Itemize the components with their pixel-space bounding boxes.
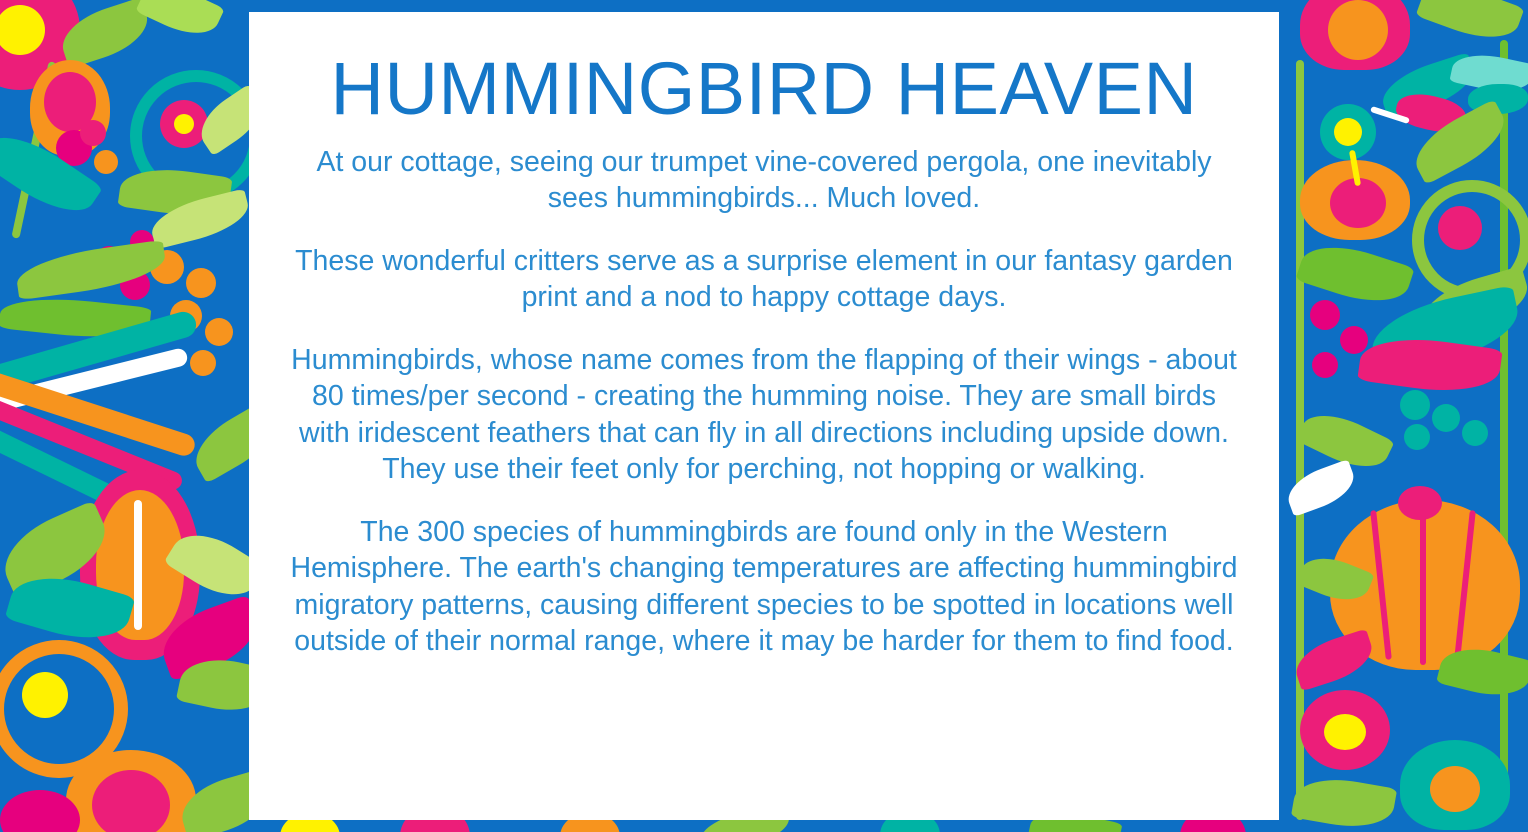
berry-cluster bbox=[190, 350, 216, 376]
flower-center bbox=[1324, 714, 1366, 750]
berry-cluster bbox=[1340, 326, 1368, 354]
flower-center bbox=[1398, 486, 1442, 520]
flower-vein bbox=[1420, 505, 1426, 665]
paragraph-3: Hummingbirds, whose name comes from the flapping of their wings - about 80 times/per second - creating the humming noise. They are small birds with iridescent feathers that can fly in all directions including upside down. They use their feet only for perching, not hopping or walking. bbox=[291, 343, 1237, 486]
stem-line bbox=[134, 500, 142, 630]
berry-cluster bbox=[186, 268, 216, 298]
berry-cluster bbox=[205, 318, 233, 346]
paragraph-4: The 300 species of hummingbirds are found only in the Western Hemisphere. The earth's changing temperatures are affecting hummingbird migratory patterns, causing different species to be spotted in locations well outside of their normal range, where it may be harder for them to find food. bbox=[290, 515, 1238, 658]
flower-blob bbox=[1334, 118, 1362, 146]
flower-center bbox=[1430, 766, 1480, 812]
mandala-dot bbox=[174, 114, 194, 134]
berry-cluster bbox=[1404, 424, 1430, 450]
berry-cluster bbox=[1310, 300, 1340, 330]
berry-cluster bbox=[1432, 404, 1460, 432]
berry-cluster bbox=[1312, 352, 1338, 378]
mandala-center bbox=[1438, 206, 1482, 250]
page-title: HUMMINGBIRD HEAVEN bbox=[330, 47, 1198, 130]
berry bbox=[94, 150, 118, 174]
paragraph-1: At our cottage, seeing our trumpet vine-covered pergola, one inevitably sees hummingbirds... Much loved. bbox=[316, 146, 1212, 215]
leaf-shape bbox=[1282, 459, 1360, 517]
leaf-shape bbox=[135, 0, 224, 45]
text-card bbox=[249, 12, 1279, 820]
leaf-shape bbox=[1415, 0, 1524, 50]
berry-cluster bbox=[1462, 420, 1488, 446]
leaf-shape bbox=[1291, 772, 1397, 832]
berry bbox=[80, 120, 106, 146]
leaf-shape bbox=[1295, 234, 1414, 314]
flower-blob bbox=[1328, 0, 1388, 60]
mandala-center bbox=[22, 672, 68, 718]
flower-blob bbox=[92, 770, 170, 832]
berry-cluster bbox=[1400, 390, 1430, 420]
paragraph-2: These wonderful critters serve as a surprise element in our fantasy garden print and a nod to happy cottage days. bbox=[295, 244, 1233, 314]
